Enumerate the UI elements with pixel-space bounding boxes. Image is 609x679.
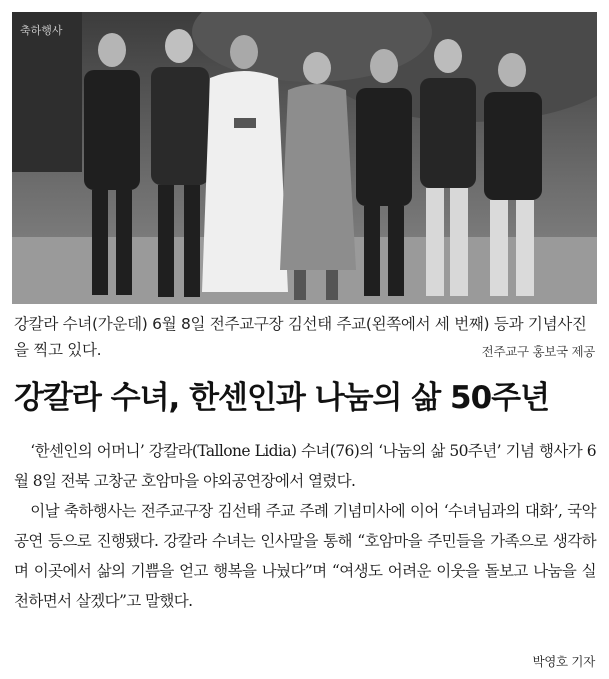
article-byline: 박영호 기자 (532, 654, 595, 669)
article-headline: 강칼라 수녀, 한센인과 나눔의 삶 50주년 (14, 380, 550, 416)
article-paragraph: ‘한센인의 어머니’ 강칼라(Tallone Lidia) 수녀(76)의 ‘나눔의 삶 50주년’ 기념 행사가 6월 8일 전북 고창군 호암마을 야외공연장에서 열렸다. (14, 442, 596, 490)
photo-credit: 전주교구 홍보국 제공 (481, 344, 595, 359)
article-body (14, 436, 596, 616)
group-photo-icon (12, 12, 597, 304)
article-paragraph: 이날 축하행사는 전주교구장 김선태 주교 주례 기념미사에 이어 ‘수녀님과의 대화’, 국악 공연 등으로 진행됐다. 강칼라 수녀는 인사말을 통해 “호암마을 주민들을 가족으로 생각하며 이곳에서 삶의 기쁨을 얻고 행복을 나눴다”며 “여생도 어려운 이웃을 돌보고 나눔을 실천하면서 살겠다”고 말했다. (14, 502, 596, 610)
photo-caption: 강칼라 수녀(가운데) 6월 8일 전주교구장 김선태 주교(왼쪽에서 세 번째) 등과 기념사진을 찍고 있다. (14, 315, 587, 359)
banner-text: 축하행사 (20, 24, 63, 37)
group-photo (12, 12, 597, 304)
